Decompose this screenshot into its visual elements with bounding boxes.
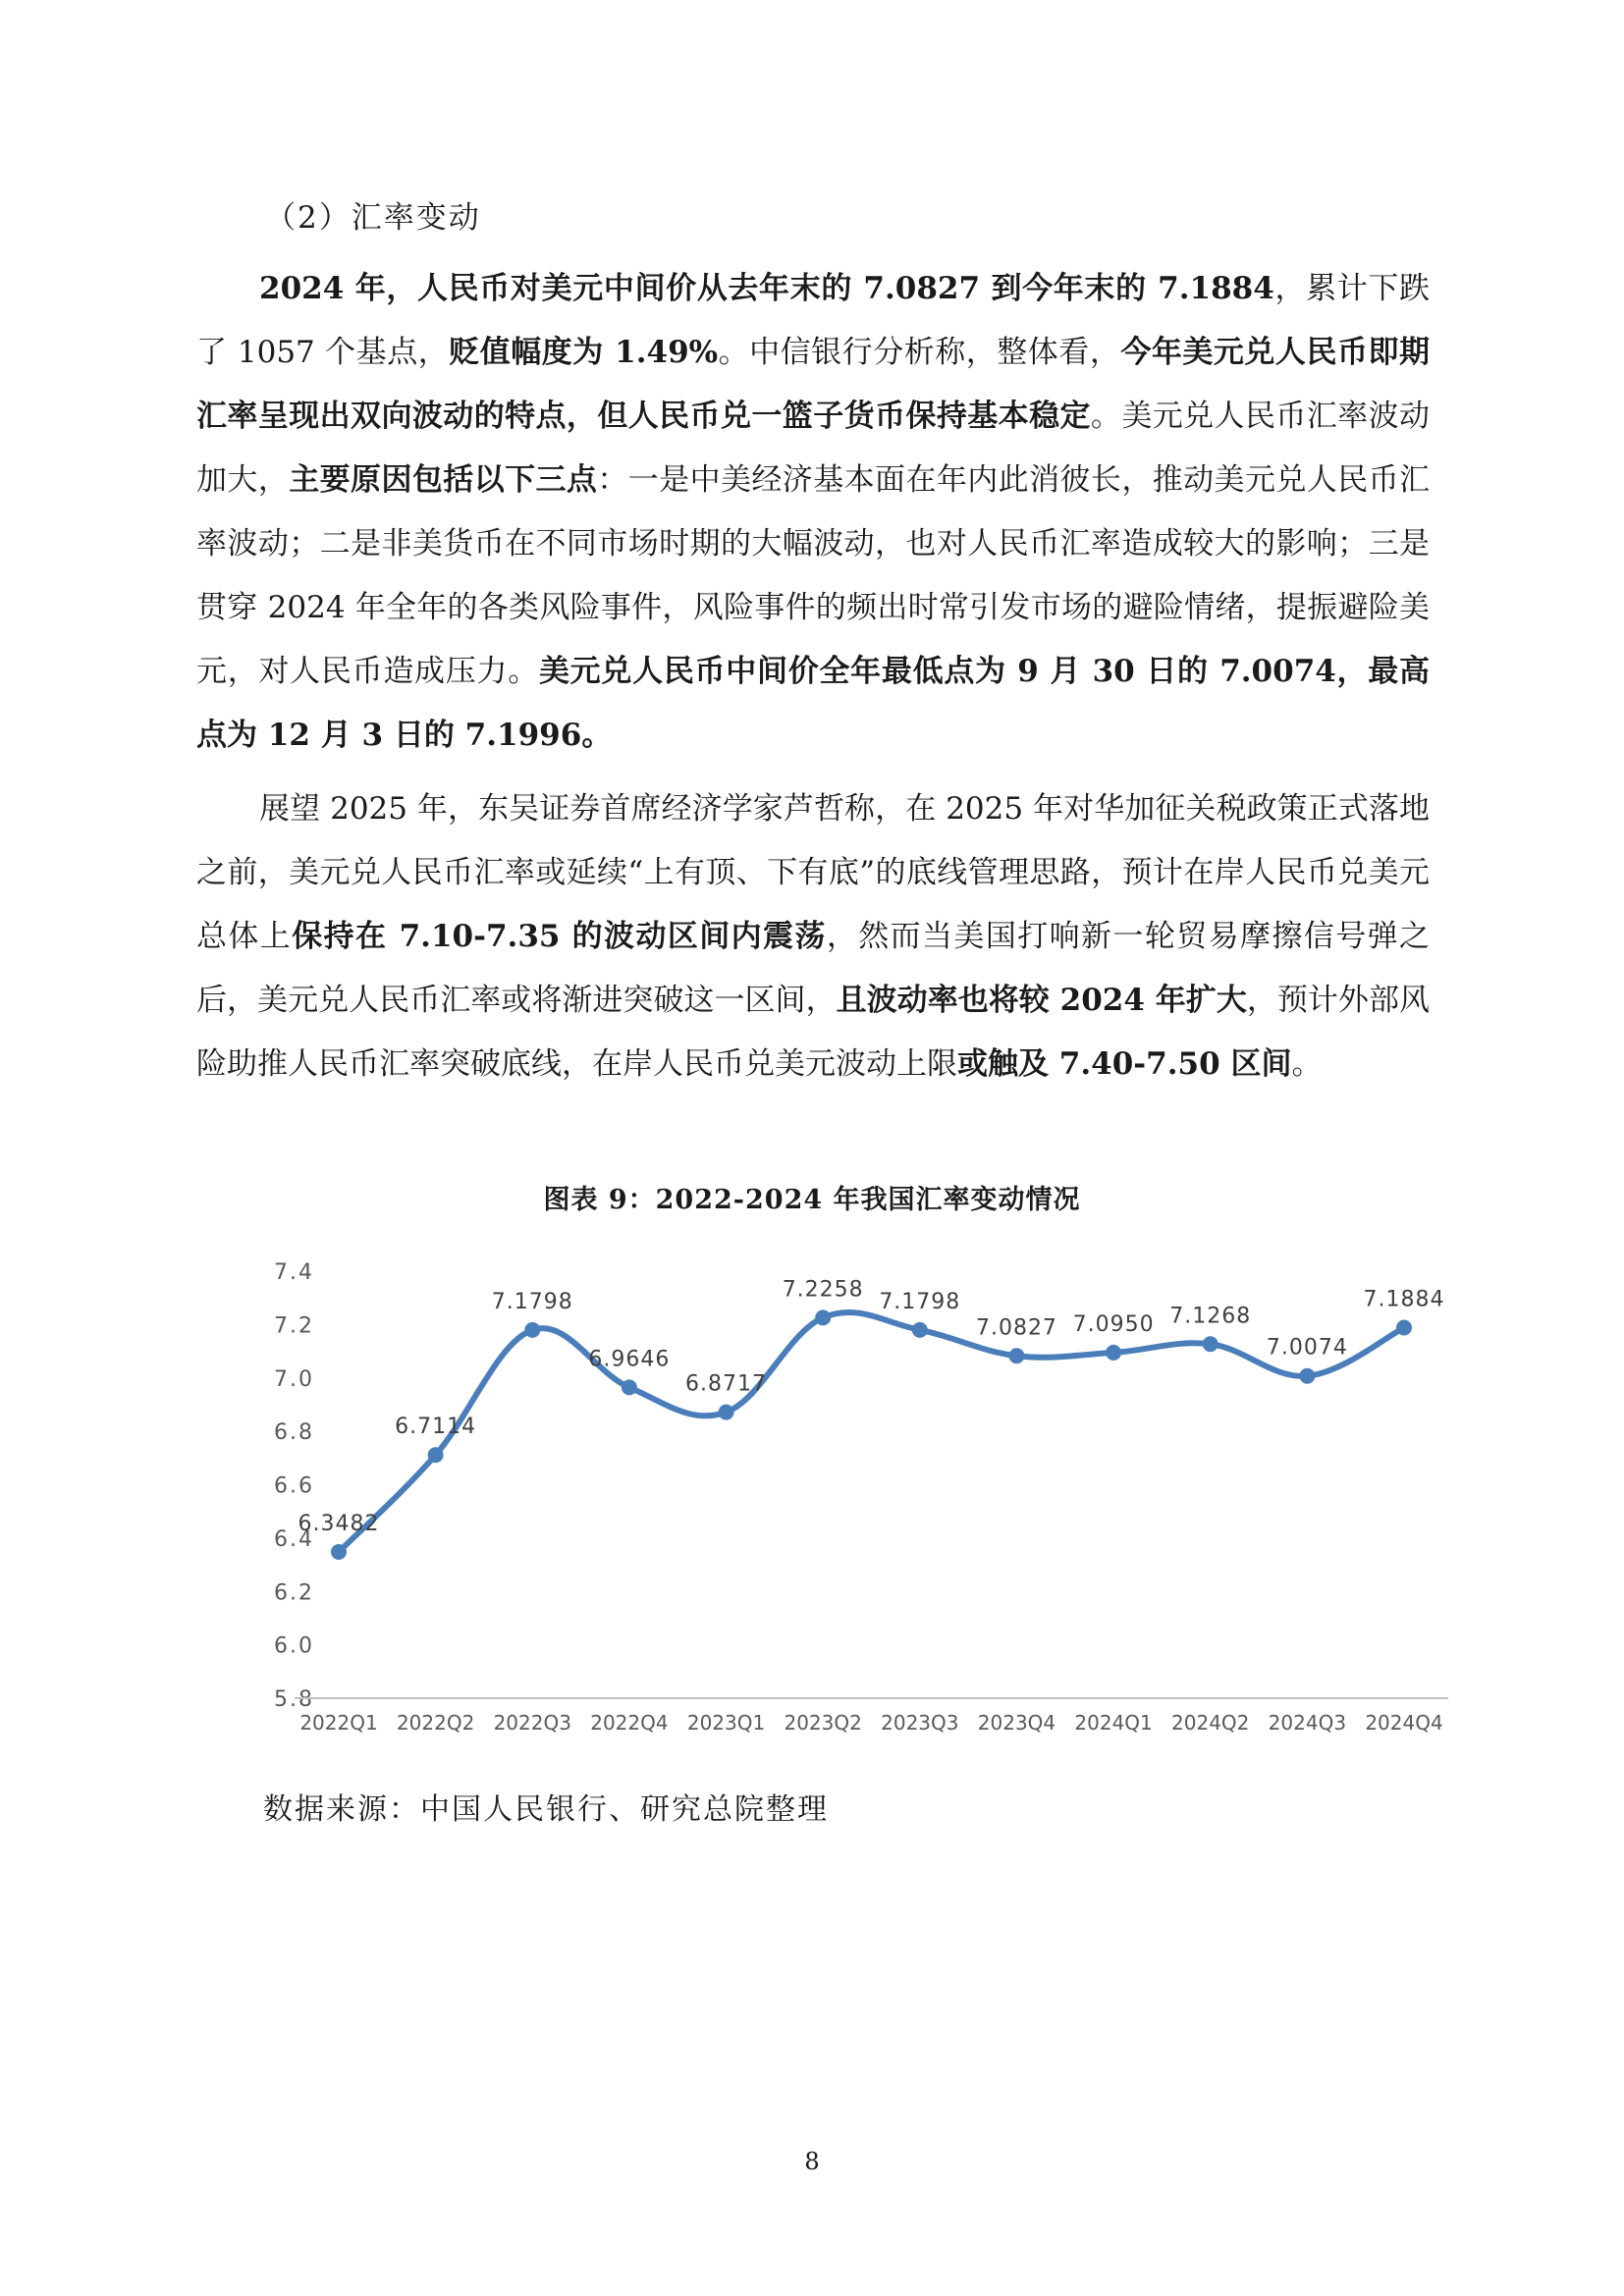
data-point	[524, 1322, 540, 1338]
series-line	[339, 1312, 1404, 1552]
paragraph1-run-7: ：一是中美经济基本面在年内此消彼长，推动美元兑人民币汇率波动；二是非美货币在不同市场时期的大幅波动，也对人民币汇率造成较大的影响；三是贯穿 2024 年全年的各类风险事件，风险事件的频出时常引发市场的避险情绪，提振避险美元，对人民币造成压力。	[196, 462, 1431, 689]
y-tick-label: 6.8	[274, 1420, 314, 1446]
paragraph1-run-6: 主要原因包括以下三点	[289, 462, 598, 498]
paragraph1-run-1: ，累计下跌了 1057 个基点，	[196, 271, 1431, 370]
data-label: 7.1884	[1363, 1287, 1445, 1312]
data-label: 7.0950	[1072, 1311, 1155, 1337]
data-label: 7.2258	[782, 1277, 864, 1303]
paragraph1-run-2: 贬值幅度为 1.49%	[449, 335, 719, 370]
x-tick-label: 2024Q2	[1171, 1711, 1250, 1735]
y-tick-label: 5.8	[274, 1687, 314, 1712]
x-tick-label: 2023Q2	[784, 1711, 862, 1735]
x-tick-label: 2024Q1	[1074, 1711, 1153, 1735]
data-label: 6.3482	[298, 1511, 380, 1536]
y-axis-labels	[274, 1260, 314, 1712]
section-heading: （2）汇率变动	[265, 200, 481, 236]
data-label: 7.0827	[975, 1315, 1057, 1341]
paragraph2-run-2: ，然而当美国打响新一轮贸易摩擦信号弹之后，美元兑人民币汇率或将渐进突破这一区间，	[196, 919, 1431, 1018]
x-tick-label: 2023Q4	[977, 1711, 1056, 1735]
exchange-rate-line-chart	[245, 1237, 1445, 1767]
figure-title: 图表 9：2022-2024 年我国汇率变动情况	[543, 1185, 1081, 1215]
data-point	[1299, 1368, 1315, 1384]
page-number: 8	[804, 2148, 820, 2175]
data-point	[428, 1447, 444, 1463]
paragraph2-run-4: ，预计外部风险助推人民币汇率突破底线，在岸人民币兑美元波动上限	[196, 983, 1430, 1082]
data-label: 6.9646	[588, 1347, 671, 1372]
x-tick-label: 2022Q3	[493, 1711, 571, 1735]
y-tick-label: 6.6	[274, 1473, 314, 1499]
y-tick-label: 7.4	[274, 1260, 314, 1285]
x-tick-label: 2024Q4	[1365, 1711, 1443, 1735]
data-label: 7.0074	[1266, 1335, 1348, 1361]
x-tick-label: 2022Q2	[396, 1711, 475, 1735]
data-point	[719, 1405, 734, 1420]
data-point	[1203, 1336, 1218, 1352]
data-label: 6.8717	[685, 1371, 768, 1397]
paragraph1-run-4: 今年美元兑人民币即期汇率呈现出双向波动的特点，但人民币兑一篮子货币保持基本稳定	[196, 335, 1431, 434]
data-points	[331, 1309, 1412, 1560]
data-label: 6.7114	[395, 1415, 477, 1440]
paragraph2-run-1: 保持在 7.10-7.35 的波动区间内震荡	[292, 919, 827, 954]
x-tick-label: 2023Q3	[881, 1711, 959, 1735]
x-tick-label: 2022Q4	[590, 1711, 669, 1735]
paragraph2-run-0: 展望 2025 年，东吴证券首席经济学家芦哲称，在 2025 年对华加征关税政策正式落地之前，美元兑人民币汇率或延续“上有顶、下有底”的底线管理思路，预计在岸人民币兑美元总体上	[196, 791, 1430, 954]
paragraph1-run-8: 美元兑人民币中间价全年最低点为 9 月 30 日的 7.0074，最高点为 12 月 3 日的 7.1996。	[196, 654, 1431, 753]
data-point	[1008, 1348, 1024, 1363]
data-point	[622, 1379, 637, 1395]
paragraph-exchange-rate-2024	[196, 257, 1430, 768]
paragraph2-run-5: 或触及 7.40-7.50 区间	[957, 1046, 1292, 1082]
paragraph1-run-3: 。中信银行分析称，整体看，	[718, 335, 1121, 370]
paragraph-outlook-2025	[196, 777, 1430, 1096]
data-point	[1106, 1345, 1121, 1361]
data-label: 7.1798	[491, 1289, 573, 1314]
y-tick-label: 6.2	[274, 1580, 314, 1606]
y-tick-label: 7.0	[274, 1366, 314, 1392]
paragraph2-run-6: 。	[1291, 1046, 1323, 1082]
y-tick-label: 6.0	[274, 1633, 314, 1659]
x-tick-label: 2023Q1	[686, 1711, 766, 1735]
y-tick-label: 6.4	[274, 1526, 314, 1552]
data-label: 7.1798	[879, 1289, 961, 1314]
paragraph1-run-5: 。美元兑人民币汇率波动加大，	[196, 399, 1431, 498]
paragraph2-run-3: 且波动率也将较 2024 年扩大	[836, 983, 1247, 1018]
data-point	[912, 1322, 928, 1338]
paragraph1-run-0: 2024 年，人民币对美元中间价从去年末的 7.0827 到今年末的 7.1884	[259, 271, 1274, 306]
x-axis-labels	[299, 1711, 1442, 1735]
data-point	[815, 1309, 831, 1325]
x-tick-label: 2022Q1	[299, 1711, 378, 1735]
data-point	[331, 1544, 347, 1560]
x-tick-label: 2024Q3	[1268, 1711, 1347, 1735]
data-label: 7.1268	[1169, 1304, 1252, 1329]
data-source-note: 数据来源：中国人民银行、研究总院整理	[263, 1792, 829, 1827]
data-point	[1396, 1320, 1412, 1336]
y-tick-label: 7.2	[274, 1313, 314, 1339]
